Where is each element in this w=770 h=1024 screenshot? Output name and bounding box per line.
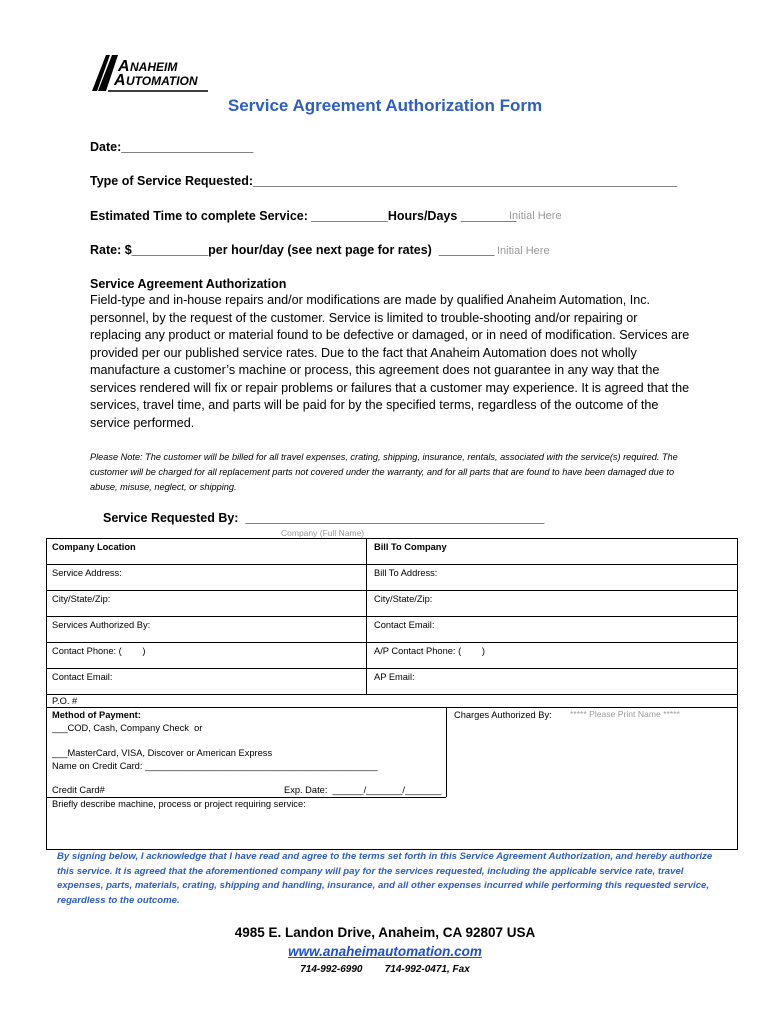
method-of-payment-label: Method of Payment: — [52, 710, 141, 720]
company-full-name-label: Company (Full Name) — [281, 528, 365, 538]
type-of-service-field[interactable]: Type of Service Requested:_____________________________________________________________ — [90, 174, 678, 188]
services-authorized-by-field[interactable]: Services Authorized By: — [52, 620, 151, 630]
credit-card-field[interactable]: Credit Card# — [52, 785, 105, 795]
estimated-time-field[interactable]: Estimated Time to complete Service: ___________Hours/Days ________ — [90, 209, 517, 223]
logo-letter-a: A — [118, 58, 130, 75]
bill-to-company-label: Bill To Company — [374, 542, 447, 552]
exp-date-field[interactable]: Exp. Date: ______/_______/_______ — [284, 785, 442, 795]
authorization-text: Field-type and in-house repairs and/or modifications are made by qualified Anaheim Automation, Inc. personnel, by the request of the customer. Service is limited to trouble-shooting and/or repairing or replacing any product or material found to be defective or damaged, or in need of modification. Services are provided per our published service rates. Due to the fact that Anaheim Automation does not wholly manufacture a customer’s machine or process, this agreement does not guarantee in any way that the services rendered will fix or repair problems or failures that a customer may experience. It is agreed that the services, travel time, and parts will be paid for by the specified terms, regardless of the outcome of the service performed. — [90, 293, 690, 430]
bill-to-address-field[interactable]: Bill To Address: — [374, 568, 438, 578]
rate-field[interactable]: Rate: $___________per hour/day (see next page for rates) ________ — [90, 243, 495, 257]
ap-contact-phone-field[interactable]: A/P Contact Phone: ( ) — [374, 646, 485, 656]
print-name-hint: ***** Please Print Name ***** — [570, 709, 680, 719]
logo-text-bottom: UTOMATION — [126, 74, 198, 88]
company-website-link[interactable]: www.anaheimautomation.com — [288, 944, 482, 959]
acknowledgement-text: By signing below, I acknowledge that I have read and agree to the terms set forth in this Service Agreement Authorization, and hereby authorize this service. It is agreed that the aforementioned company will pay for the services requested, including the applicable service rate, travel expenses, parts, materials, crating, shipping and handling, insurance, and all other expenses incurred while performing this requested service, regardless to the outcome. — [57, 851, 713, 906]
contact-email-field[interactable]: Contact Email: — [374, 620, 435, 630]
authorization-heading: Service Agreement Authorization — [90, 277, 287, 291]
date-field[interactable]: Date:___________________ — [90, 140, 254, 154]
form-title: Service Agreement Authorization Form — [227, 96, 543, 115]
name-on-card-field[interactable]: Name on Credit Card: _____________________________________________ — [52, 761, 378, 771]
payment-cod-option[interactable]: ___COD, Cash, Company Check or — [52, 723, 203, 733]
billing-note: Please Note: The customer will be billed for all travel expenses, crating, shipping, insurance, rentals, associated with the service(s) required. The customer will be charged for all replacement parts not covered under the warranty, and for all parts that are found to have been damaged due to abuse, misuse, neglect, or shipping. — [90, 452, 678, 492]
service-address-field[interactable]: Service Address: — [52, 568, 122, 578]
city-state-zip-field[interactable]: City/State/Zip: — [52, 594, 111, 604]
po-number-field[interactable]: P.O. # — [52, 696, 78, 706]
bill-city-state-zip-field[interactable]: City/State/Zip: — [374, 594, 433, 604]
logo-text-top: NAHEIM — [130, 60, 178, 74]
company-phones: 714-992-6990 714-992-0471, Fax — [300, 964, 470, 975]
company-address: 4985 E. Landon Drive, Anaheim, CA 92807 USA — [234, 925, 536, 940]
contact-email-field-left[interactable]: Contact Email: — [52, 672, 113, 682]
anaheim-automation-logo — [88, 47, 210, 95]
ap-email-field[interactable]: AP Email: — [374, 672, 415, 682]
logo-letter-a2: A — [114, 72, 126, 89]
describe-machine-field[interactable]: Briefly describe machine, process or project requiring service: — [52, 799, 306, 809]
contact-phone-field[interactable]: Contact Phone: ( ) — [52, 646, 146, 656]
payment-card-option[interactable]: ___MasterCard, VISA, Discover or American Express — [52, 748, 273, 758]
charges-authorized-by-field[interactable]: Charges Authorized By: — [454, 710, 552, 720]
initial-here-label-1: Initial Here — [509, 210, 562, 222]
company-location-label: Company Location — [52, 542, 136, 552]
initial-here-label-2: Initial Here — [497, 245, 550, 257]
service-requested-by-field[interactable]: Service Requested By: ___________________________________________ — [103, 511, 545, 525]
